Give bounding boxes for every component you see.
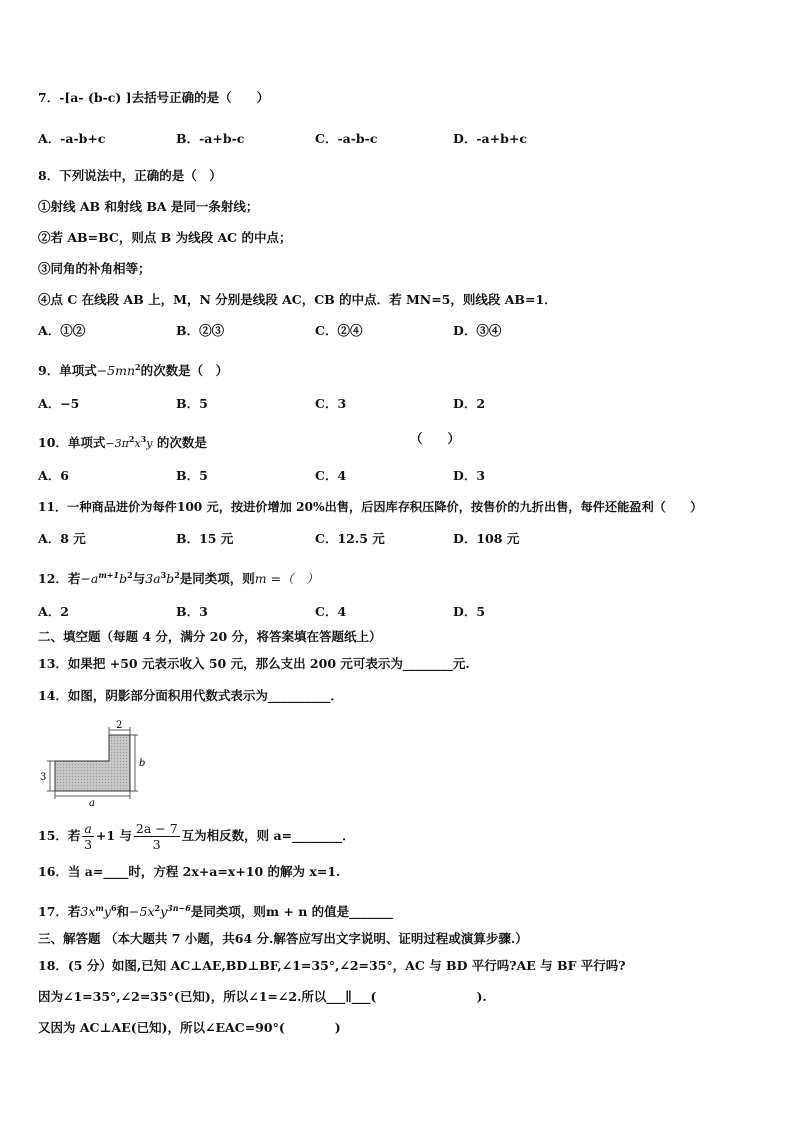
q8-statement-2: ②若 AB=BC，则点 B 为线段 AC 的中点；: [38, 230, 292, 245]
q15-frac2-denominator: 3: [152, 837, 161, 852]
q12-mid: 与: [132, 571, 146, 587]
q9-prefix: 9．单项式: [38, 363, 97, 379]
q12-prefix: 12．若: [38, 571, 81, 587]
q8-stem: 8．下列说法中，正确的是（ ）: [38, 168, 222, 183]
q12-term2-b: b: [166, 571, 175, 587]
figure-label-top: 2: [116, 720, 123, 731]
q18-line-2: 因为∠1=35°,∠2=35°(已知)，所以∠1=∠2.所以___∥___( ).: [38, 989, 487, 1004]
q8-option-c: C．②④: [315, 323, 363, 338]
figure-label-left: 3: [40, 772, 47, 783]
q12-tail: m =（ ）: [254, 571, 319, 587]
q11-option-c: C．12.5 元: [315, 531, 385, 546]
q17-suffix: 是同类项，则: [190, 904, 266, 920]
q10-answer-paren: （ ）: [410, 431, 461, 446]
q12-suffix: 是同类项，则: [179, 571, 255, 587]
q9-stem: [38, 359, 228, 379]
q12-stem: [38, 567, 319, 587]
q12-term2-b-exp: 2: [174, 570, 180, 580]
q9-monomial: −5mn: [96, 363, 136, 379]
q9-exponent: 2: [135, 362, 141, 372]
q15-fraction-1: [82, 821, 93, 852]
figure-label-right: b: [139, 758, 146, 769]
q11-option-b: B．15 元: [176, 531, 234, 546]
q17-term1-y: y: [103, 904, 111, 920]
q9-option-b: B．5: [176, 396, 208, 411]
q10-exp-a: 2: [128, 434, 135, 444]
q17-prefix: 17．若: [38, 904, 81, 920]
q12-option-a: A．2: [38, 604, 69, 619]
q7-option-b: B．-a+b-c: [176, 131, 245, 146]
q17-term2-exp: 2: [154, 903, 161, 913]
q10-exp-b: 3: [140, 434, 147, 444]
q15-prefix: 15．若: [38, 828, 81, 843]
q12-term2-exp: 3: [160, 570, 167, 580]
q14-stem: 14．如图，阴影部分面积用代数式表示为__________．: [38, 688, 343, 703]
q15-fraction-2: [134, 821, 180, 852]
q10-monomial-b: x: [134, 437, 141, 451]
q12-term1: −a: [80, 571, 99, 587]
q10-prefix: 10．单项式: [38, 435, 106, 451]
q17-tail: m + n 的值是_______: [265, 904, 393, 920]
q15-suffix: 互为相反数，则 a=________．: [181, 828, 355, 843]
q12-term1-b-exp: 2: [127, 570, 133, 580]
q10-option-a: A．6: [38, 468, 69, 483]
q8-statement-1: ①射线 AB 和射线 BA 是同一条射线；: [38, 199, 259, 214]
q17-stem: [38, 900, 393, 920]
q14-figure: [38, 718, 168, 812]
q17-term1: 3x: [80, 904, 96, 920]
q17-mid: 和: [116, 904, 130, 920]
q8-option-a: A．①②: [38, 323, 86, 338]
q7-option-c: C．-a-b-c: [315, 131, 378, 146]
q17-term1-y-exp: 6: [110, 903, 117, 913]
q15-frac1-numerator: a: [84, 821, 92, 836]
q10-suffix: 的次数是: [156, 435, 207, 451]
q17-term2: −5x: [129, 904, 155, 920]
q8-option-d: D．③④: [453, 323, 502, 338]
q12-option-d: D．5: [453, 604, 486, 619]
q7-option-a: A．-a-b+c: [38, 131, 106, 146]
q11-stem: 11．一种商品进价为每件100 元，按进价增加 20%出售，后因库存积压降价，按售价的九折出售，每件还能盈利（ ）: [38, 500, 703, 514]
q17-term2-y: y: [160, 904, 168, 920]
section-3-heading: 三、解答题 （本大题共 7 小题，共64 分.解答应写出文字说明、证明过程或演算步骤.）: [38, 931, 528, 946]
q10-option-d: D．3: [453, 468, 486, 483]
q12-term1-b: b: [119, 571, 128, 587]
q7-stem: 7．-[a- (b-c) ]去括号正确的是（ ）: [38, 90, 270, 105]
q11-option-a: A．8 元: [38, 531, 86, 546]
q12-option-c: C．4: [315, 604, 347, 619]
q18-line-3: 又因为 AC⊥AE(已知)，所以∠EAC=90°( ): [38, 1020, 341, 1035]
q17-term1-exp: m: [95, 903, 104, 913]
q10-option-c: C．4: [315, 468, 347, 483]
q15-frac2-numerator: 2a − 7: [135, 821, 178, 836]
q8-statement-4: ④点 C 在线段 AB 上，M，N 分别是线段 AC，CB 的中点．若 MN=5，则线段 AB=1．: [38, 292, 557, 307]
q8-statement-3: ③同角的补角相等；: [38, 261, 151, 276]
shaded-region-diagram: [38, 718, 168, 808]
q9-option-c: C．3: [315, 396, 347, 411]
q10-monomial-a: −3π: [105, 437, 129, 451]
figure-label-bottom: a: [89, 798, 95, 808]
q9-option-a: A．−5: [38, 396, 80, 411]
q12-term2: 3a: [145, 571, 161, 587]
q9-suffix: 的次数是（ ）: [140, 363, 229, 379]
q12-option-b: B．3: [176, 604, 208, 619]
q16-stem: 16．当 a=____时，方程 2x+a=x+10 的解为 x=1.: [38, 864, 341, 879]
q10-monomial-c: y: [146, 437, 153, 451]
q15-frac1-denominator: 3: [84, 837, 93, 852]
q15-stem: [38, 818, 355, 854]
q17-term2-y-exp: 3n−6: [167, 903, 191, 913]
q7-option-d: D．-a+b+c: [453, 131, 527, 146]
q9-option-d: D．2: [453, 396, 486, 411]
q18-line-1: 18．(5 分）如图,已知 AC⊥AE,BD⊥BF,∠1=35°,∠2=35°，AC 与 BD 平行吗?AE 与 BF 平行吗?: [38, 958, 626, 973]
q10-stem: [38, 431, 207, 452]
q10-option-b: B．5: [176, 468, 208, 483]
section-2-heading: 二、填空题（每题 4 分，满分 20 分，将答案填在答题纸上）: [38, 629, 382, 644]
q13-stem: 13．如果把 +50 元表示收入 50 元，那么支出 200 元可表示为________元.: [38, 656, 470, 671]
q11-option-d: D．108 元: [453, 531, 520, 546]
q12-term1-exp: m+1: [98, 570, 120, 580]
q8-option-b: B．②③: [176, 323, 225, 338]
q15-plus: +1 与: [95, 828, 132, 843]
